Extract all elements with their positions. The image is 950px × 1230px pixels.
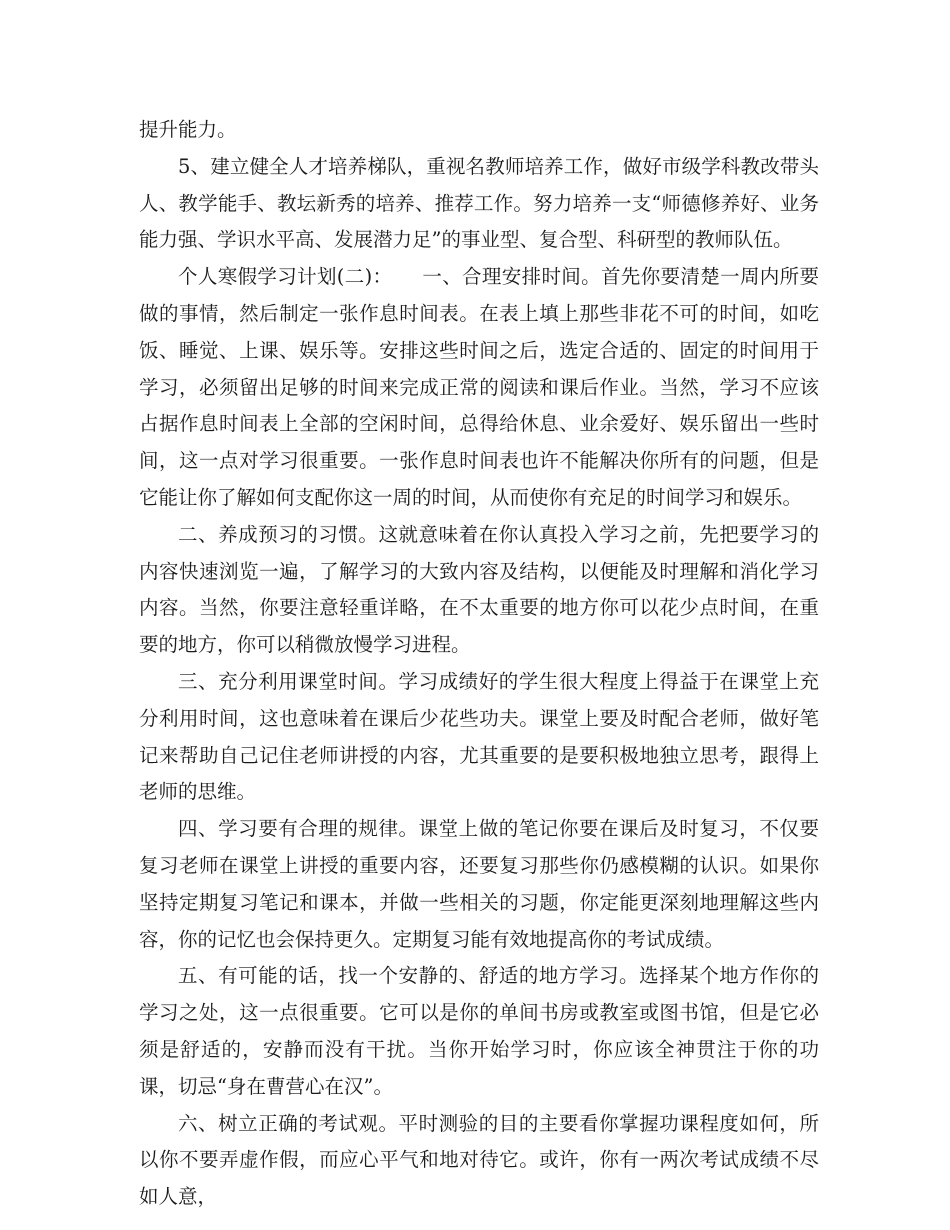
document-body	[139, 112, 819, 1216]
paragraph-exam-attitude: 六、树立正确的考试观。平时测验的目的主要看你掌握功课程度如何，所以你不要弄虚作假，而应心平气和地对待它。或许，你有一两次考试成绩不尽如人意，	[139, 1111, 819, 1209]
paragraph-class-time: 三、充分利用课堂时间。学习成绩好的学生很大程度上得益于在课堂上充分利用时间，这也意味着在课后少花些功夫。课堂上要及时配合老师，做好笔记来帮助自己记住老师讲授的内容，尤其重要的是要积极地独立思考，跟得上老师的思维。	[139, 669, 819, 804]
paragraph-quiet-place: 五、有可能的话，找一个安静的、舒适的地方学习。选择某个地方作你的学习之处，这一点很重要。它可以是你的单间书房或教室或图书馆，但是它必须是舒适的，安静而没有干扰。当你开始学习时，你应该全神贯注于你的功课，切忌“身在曹营心在汉”。	[139, 964, 819, 1098]
paragraph-regular-review: 四、学习要有合理的规律。课堂上做的笔记你要在课后及时复习，不仅要复习老师在课堂上讲授的重要内容，还要复习那些你仍感模糊的认识。如果你坚持定期复习笔记和课本，并做一些相关的习题，你定能更深刻地理解这些内容，你的记忆也会保持更久。定期复习能有效地提高你的考试成绩。	[139, 817, 819, 951]
paragraph-talent-training: 5、建立健全人才培养梯队，重视名教师培养工作，做好市级学科教改带头人、教学能手、教坛新秀的培养、推荐工作。努力培养一支“师德修养好、业务能力强、学识水平高、发展潜力足”的事业型、复合型、科研型的教师队伍。	[139, 154, 819, 252]
paragraph-plan-time: 个人寒假学习计划(二)： 一、合理安排时间。首先你要清楚一周内所要做的事情，然后制定一张作息时间表。在表上填上那些非花不可的时间，如吃饭、睡觉、上课、娱乐等。安排这些时间之后，选定合适的、固定的时间用于学习，必须留出足够的时间来完成正常的阅读和课后作业。当然，学习不应该占据作息时间表上全部的空闲时间，总得给休息、业余爱好、娱乐留出一些时间，这一点对学习很重要。一张作息时间表也许不能解决你所有的问题，但是它能让你了解如何支配你这一周的时间，从而使你有充足的时间学习和娱乐。	[139, 265, 819, 509]
paragraph-preview-habit: 二、养成预习的习惯。这就意味着在你认真投入学习之前，先把要学习的内容快速浏览一遍，了解学习的大致内容及结构，以便能及时理解和消化学习内容。当然，你要注意轻重详略，在不太重要的地方你可以花少点时间，在重要的地方，你可以稍微放慢学习进程。	[139, 522, 819, 657]
paragraph-continuation: 提升能力。	[139, 118, 237, 141]
